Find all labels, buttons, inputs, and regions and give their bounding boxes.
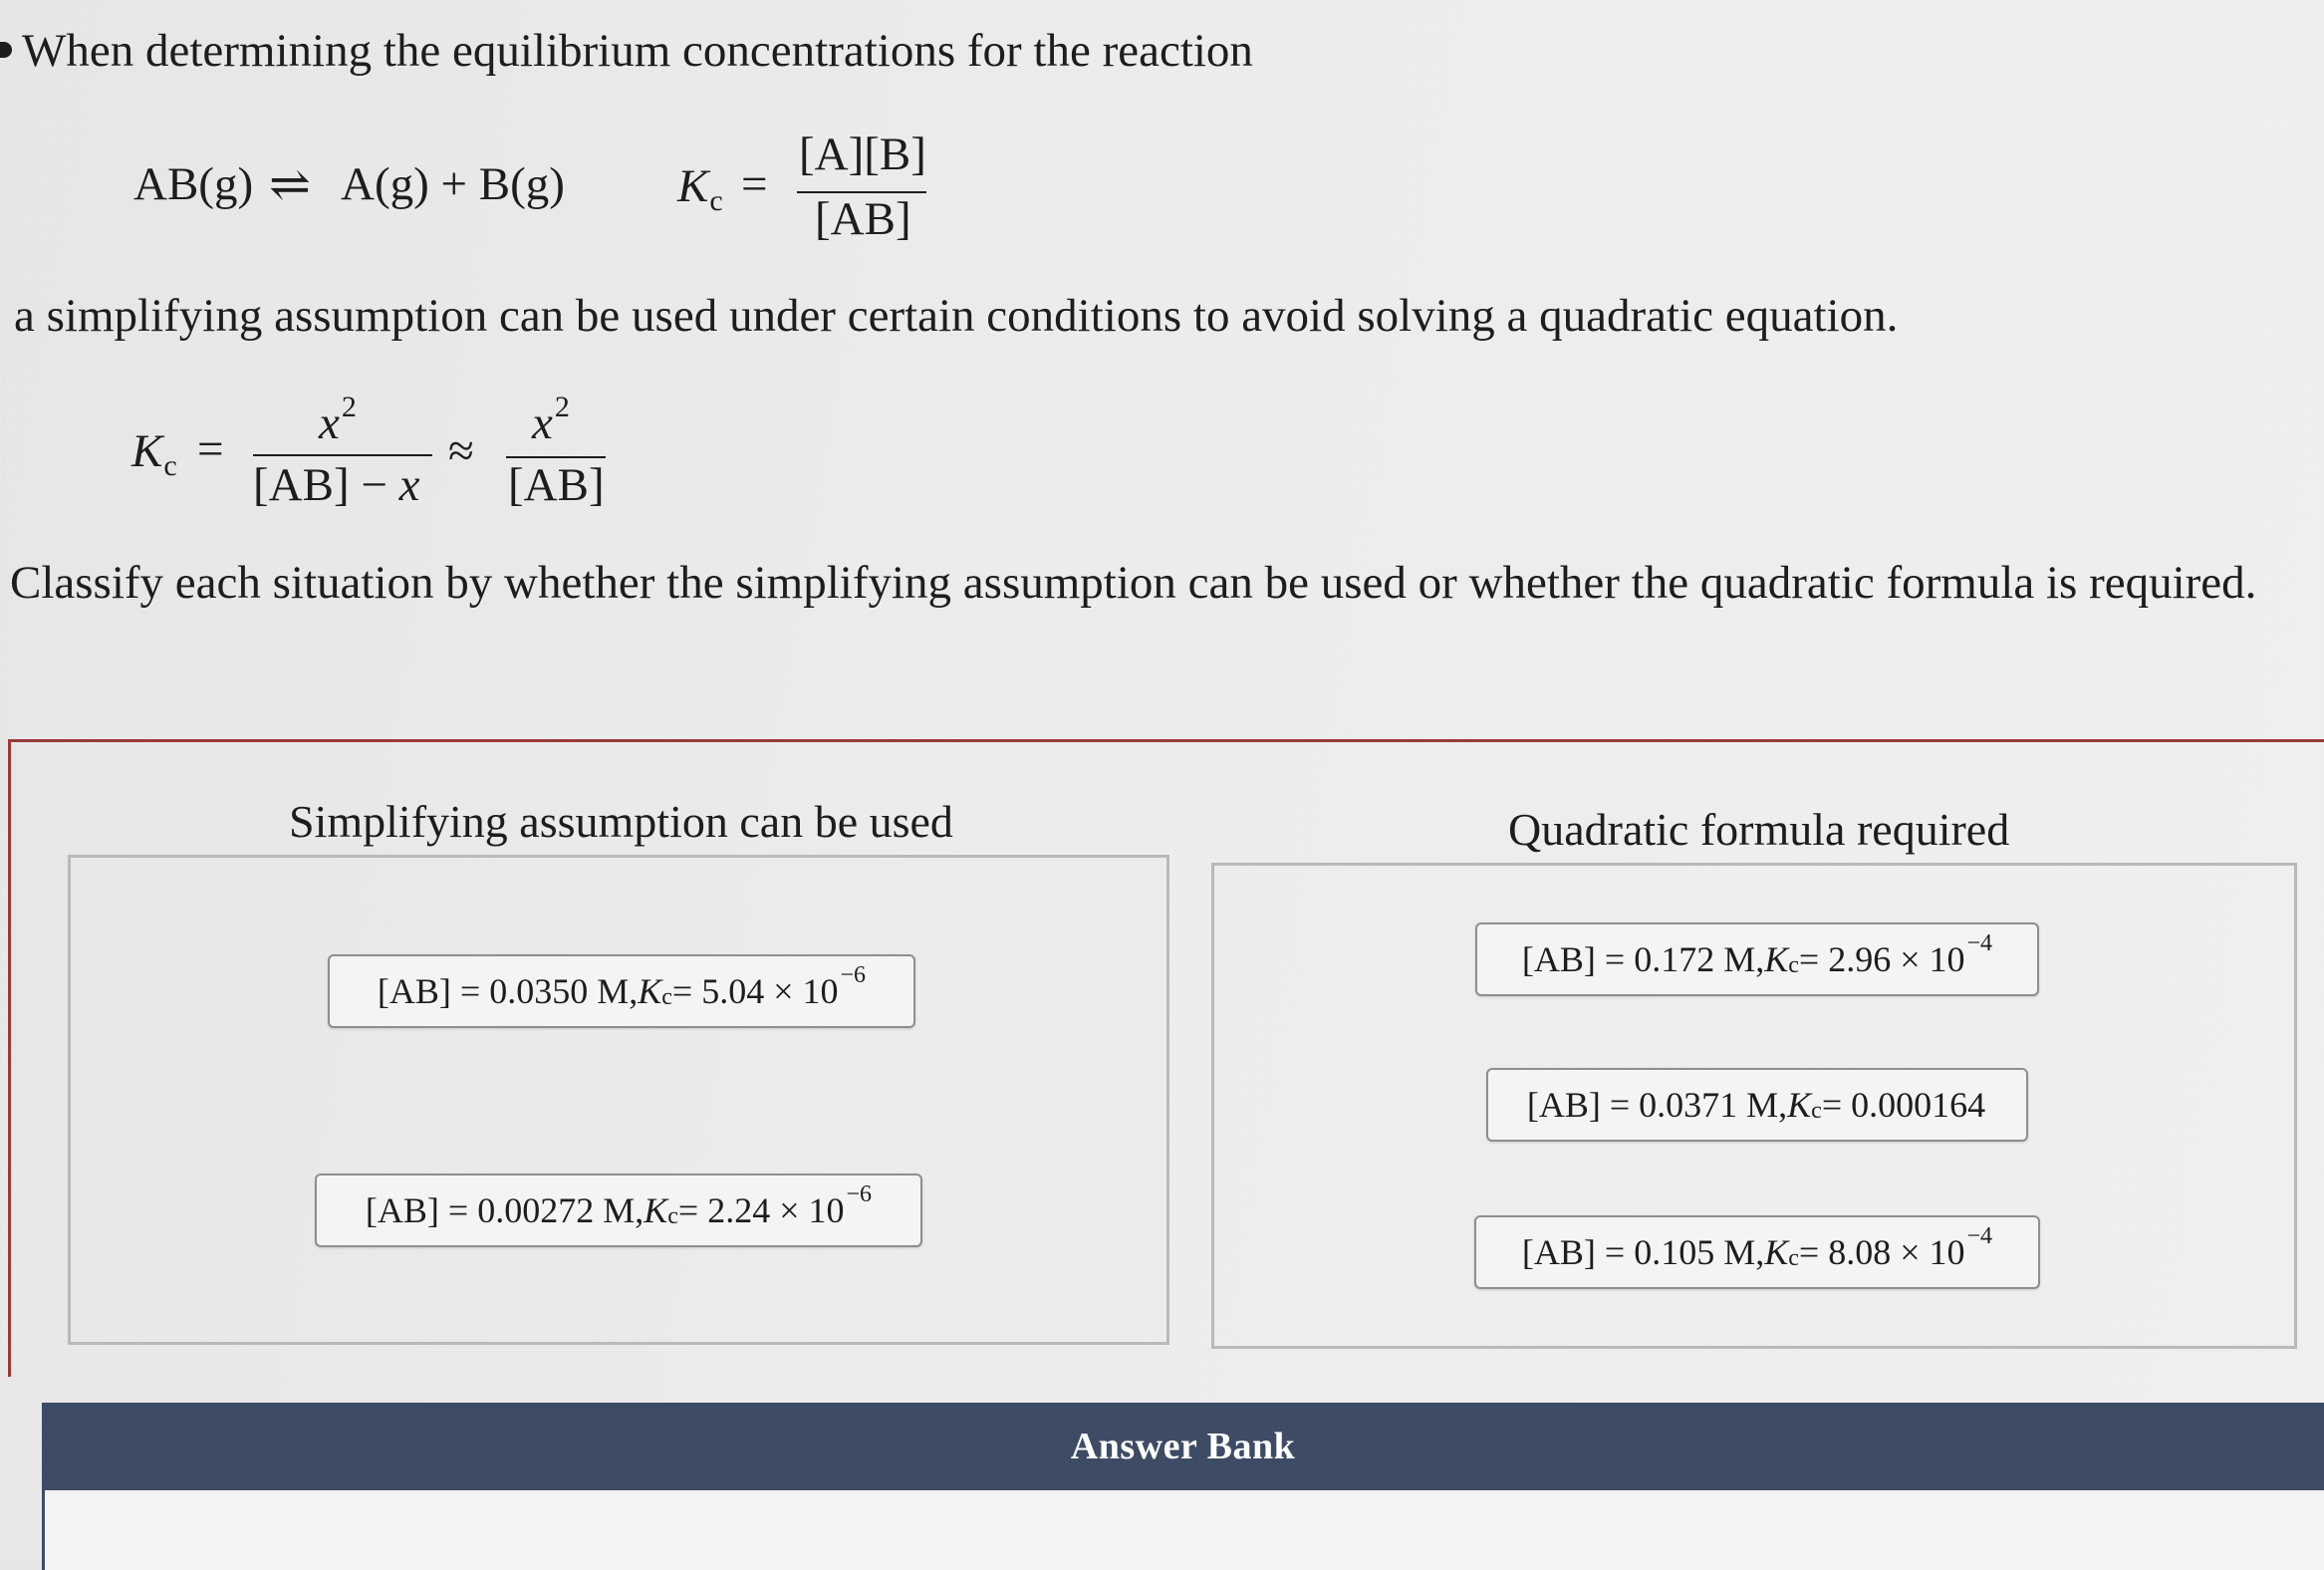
kc-denominator: [AB] [815,193,911,245]
assumption-text: a simplifying assumption can be used under certain conditions to avoid solving a quadratic equation. [14,290,1899,342]
answer-chip[interactable]: [AB] = 0.172 M, K c = 2.96 × 10 −4 [1475,922,2039,996]
kc-equals: = [741,158,768,210]
bin-title-simplifying: Simplifying assumption can be used [289,796,953,847]
approx-left-numerator: $x^2$ [319,391,357,449]
bin-title-quadratic: Quadratic formula required [1508,804,2010,855]
reaction-products: A(g) + B(g) [341,158,565,210]
kc-symbol: Kc [677,160,723,217]
approx-left-denominator: [AB] − x [253,459,420,511]
approx-symbol: ≈ [448,425,474,477]
bin-simplifying-dropzone[interactable] [68,855,1169,1345]
approx-kc-symbol: Kc [131,425,177,482]
answer-bank-header: Answer Bank [42,1403,2324,1490]
question-intro: When determining the equilibrium concentrations for the reaction [22,25,1253,77]
answer-chip[interactable]: [AB] = 0.0371 M, K c = 0.000164 [1486,1068,2028,1142]
approx-right-denominator: [AB] [508,459,605,511]
kc-numerator: [A][B] [799,129,926,180]
answer-chip[interactable]: [AB] = 0.00272 M, K c = 2.24 × 10 −6 [315,1174,922,1247]
approx-right-numerator: $x^2$ [532,391,570,449]
approx-left-fraction-bar [253,454,432,456]
answer-chip[interactable]: [AB] = 0.0350 M, K c = 5.04 × 10 −6 [328,954,915,1028]
equilibrium-arrow-icon: ⇌ [269,156,311,212]
approx-equals: = [197,423,224,475]
answer-chip[interactable]: [AB] = 0.105 M, K c = 8.08 × 10 −4 [1474,1215,2040,1289]
instruction-text: Classify each situation by whether the simplifying assumption can be used or whether the quadratic formula is required. [10,557,2257,609]
answer-bank-dropzone[interactable] [42,1490,2324,1570]
question-bullet [0,42,12,58]
reaction-reactant: AB(g) [133,158,254,210]
